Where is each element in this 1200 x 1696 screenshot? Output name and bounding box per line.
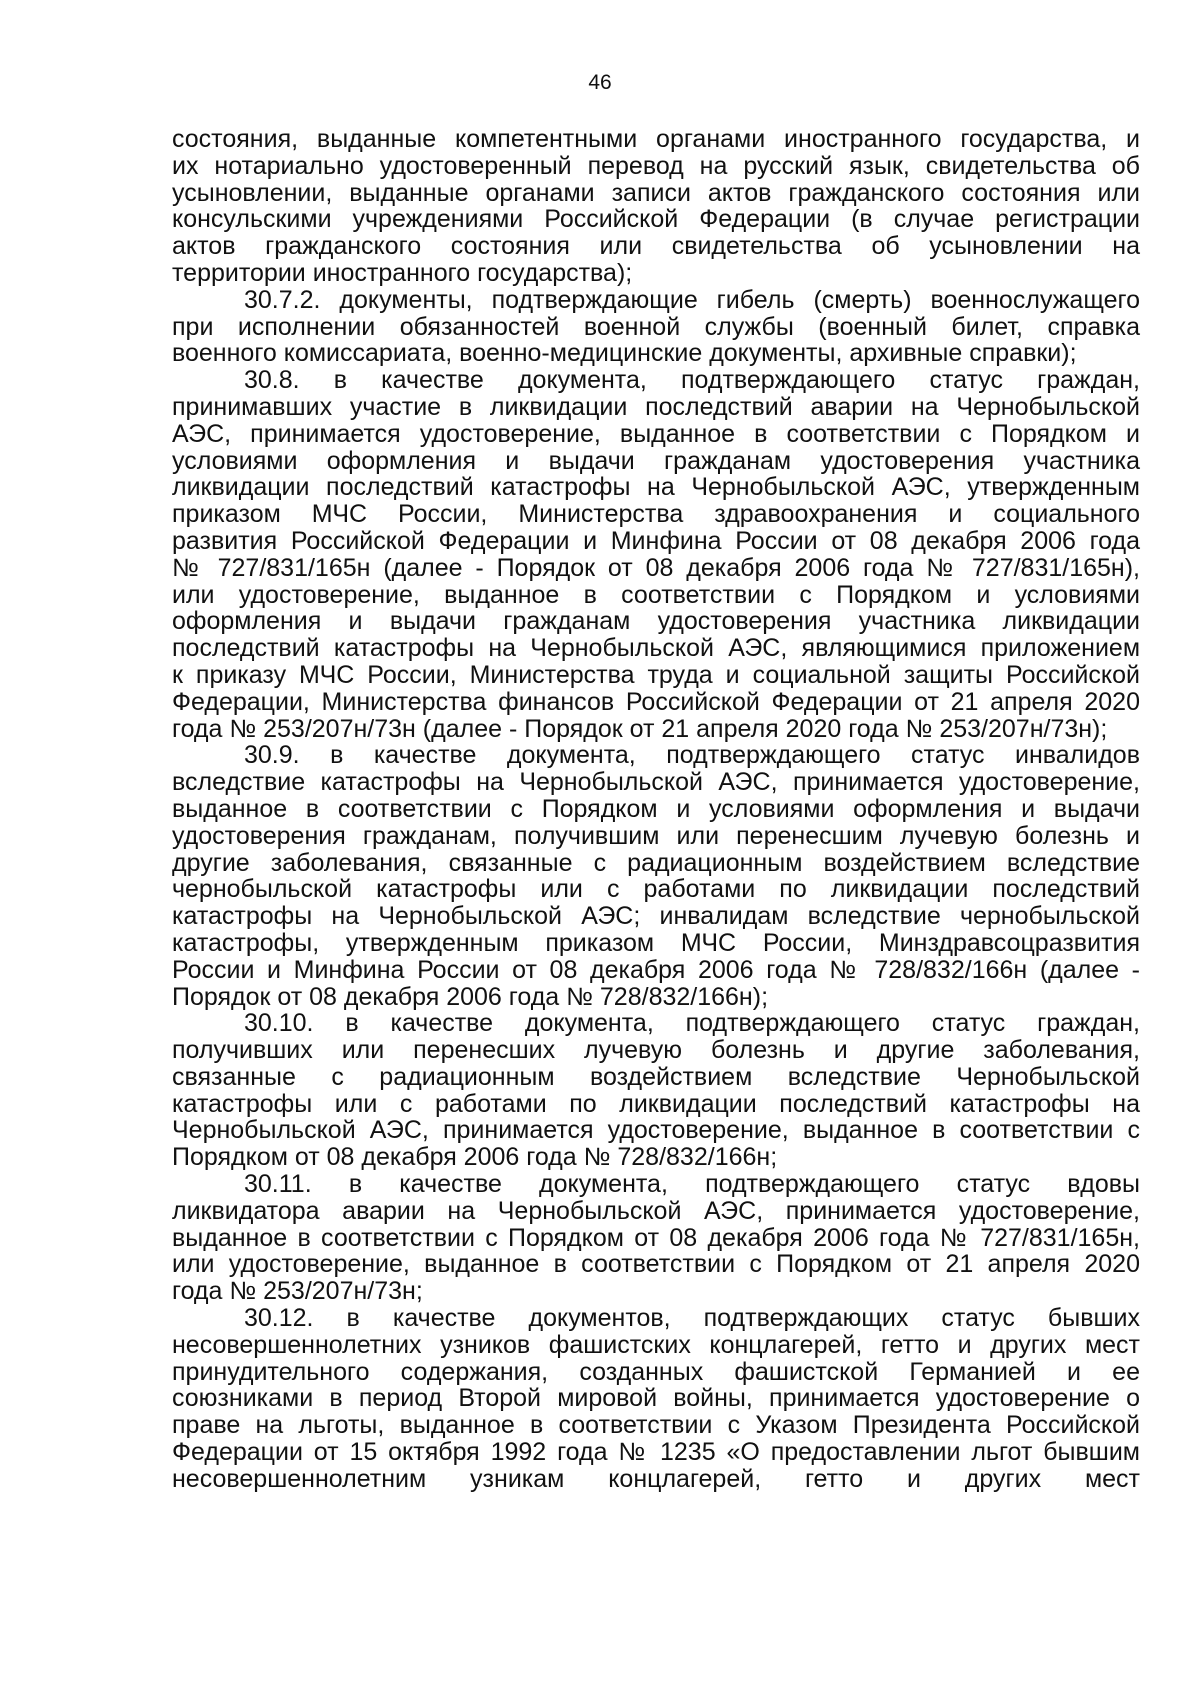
text-line: вследствие катастрофы на Чернобыльской АЭС, принимается удостоверение, <box>172 768 1140 797</box>
text-line: консульскими учреждениями Российской Федерации (в случае регистрации <box>172 205 1140 234</box>
text-line: 30.11. в качестве документа, подтверждающего статус вдовы <box>244 1170 1140 1199</box>
text-line: чернобыльской катастрофы или с работами по ликвидации последствий <box>172 875 1140 904</box>
text-line: Федерации от 15 октября 1992 года № 1235 «О предоставлении льгот бывшим <box>172 1438 1140 1467</box>
text-line: катастрофы на Чернобыльской АЭС; инвалидам вследствие чернобыльской <box>172 902 1140 931</box>
text-line: 30.9. в качестве документа, подтверждающего статус инвалидов <box>244 741 1140 770</box>
text-line: получивших или перенесших лучевую болезнь и другие заболевания, <box>172 1036 1140 1065</box>
text-line: территории иностранного государства); <box>172 258 633 287</box>
text-line: или удостоверение, выданное в соответствии с Порядком и условиями <box>172 580 1140 609</box>
text-line: Порядком от 08 декабря 2006 года № 728/832/166н; <box>172 1143 778 1172</box>
text-line: года № 253/207н/73н (далее - Порядок от 21 апреля 2020 года № 253/207н/73н); <box>172 714 1108 743</box>
text-line: состояния, выданные компетентными органами иностранного государства, и <box>172 125 1140 153</box>
document-body <box>172 126 1140 1493</box>
text-line: последствий катастрофы на Чернобыльской АЭС, являющимися приложением <box>172 634 1140 663</box>
text-line: № 727/831/165н (далее - Порядок от 08 декабря 2006 года № 727/831/165н), <box>172 553 1140 582</box>
text-line: АЭС, принимается удостоверение, выданное в соответствии с Порядком и <box>172 419 1140 448</box>
text-line: катастрофы, утвержденным приказом МЧС России, Минздравсоцразвития <box>172 928 1140 957</box>
text-line: удостоверения гражданам, получившим или перенесшим лучевую болезнь и <box>172 821 1140 850</box>
text-line: к приказу МЧС России, Министерства труда и социальной защиты Российской <box>172 660 1140 689</box>
text-line: России и Минфина России от 08 декабря 2006 года № 728/832/166н (далее - <box>172 955 1140 984</box>
text-line: ликвидации последствий катастрофы на Чернобыльской АЭС, утвержденным <box>172 473 1140 502</box>
text-line: другие заболевания, связанные с радиационным воздействием вследствие <box>172 848 1140 877</box>
text-line: выданное в соответствии с Порядком от 08 декабря 2006 года № 727/831/165н, <box>172 1223 1140 1252</box>
text-line: приказом МЧС России, Министерства здравоохранения и социального <box>172 500 1140 529</box>
text-line: 30.7.2. документы, подтверждающие гибель (смерть) военнослужащего <box>244 285 1140 314</box>
text-line: выданное в соответствии с Порядком и условиями оформления и выдачи <box>172 794 1140 823</box>
text-line: развития Российской Федерации и Минфина России от 08 декабря 2006 года <box>172 526 1140 555</box>
text-line: несовершеннолетним узникам концлагерей, гетто и других мест <box>172 1464 1140 1493</box>
text-line: 30.8. в качестве документа, подтверждающего статус граждан, <box>244 366 1140 395</box>
text-line: актов гражданского состояния или свидетельства об усыновлении на <box>172 232 1140 261</box>
text-line: несовершеннолетних узников фашистских концлагерей, гетто и других мест <box>172 1330 1140 1359</box>
text-line: связанные с радиационным воздействием вследствие Чернобыльской <box>172 1062 1140 1091</box>
text-line: Порядок от 08 декабря 2006 года № 728/832/166н); <box>172 982 769 1011</box>
text-line: союзниками в период Второй мировой войны, принимается удостоверение о <box>172 1384 1140 1413</box>
text-line: 30.10. в качестве документа, подтверждающего статус граждан, <box>244 1009 1140 1038</box>
text-line: их нотариально удостоверенный перевод на русский язык, свидетельства об <box>172 151 1140 180</box>
text-line: принимавших участие в ликвидации последствий аварии на Чернобыльской <box>172 392 1140 421</box>
text-line: усыновлении, выданные органами записи актов гражданского состояния или <box>172 178 1140 207</box>
text-line: или удостоверение, выданное в соответствии с Порядком от 21 апреля 2020 <box>172 1250 1140 1279</box>
text-line: оформления и выдачи гражданам удостоверения участника ликвидации <box>172 607 1140 636</box>
text-line: принудительного содержания, созданных фашистской Германией и ее <box>172 1357 1140 1386</box>
text-line: при исполнении обязанностей военной службы (военный билет, справка <box>172 312 1140 341</box>
text-line: военного комиссариата, военно-медицинские документы, архивные справки); <box>172 339 1077 368</box>
page-number: 46 <box>588 71 612 94</box>
text-line: года № 253/207н/73н; <box>172 1277 423 1306</box>
text-line: ликвидатора аварии на Чернобыльской АЭС, принимается удостоверение, <box>172 1196 1140 1225</box>
text-line: 30.12. в качестве документов, подтверждающих статус бывших <box>244 1304 1140 1333</box>
text-line: Чернобыльской АЭС, принимается удостоверение, выданное в соответствии с <box>172 1116 1140 1145</box>
text-line: Федерации, Министерства финансов Российской Федерации от 21 апреля 2020 <box>172 687 1140 716</box>
text-line: праве на льготы, выданное в соответствии с Указом Президента Российской <box>172 1411 1140 1440</box>
text-line: катастрофы или с работами по ликвидации последствий катастрофы на <box>172 1089 1140 1118</box>
text-line: условиями оформления и выдачи гражданам удостоверения участника <box>172 446 1140 475</box>
